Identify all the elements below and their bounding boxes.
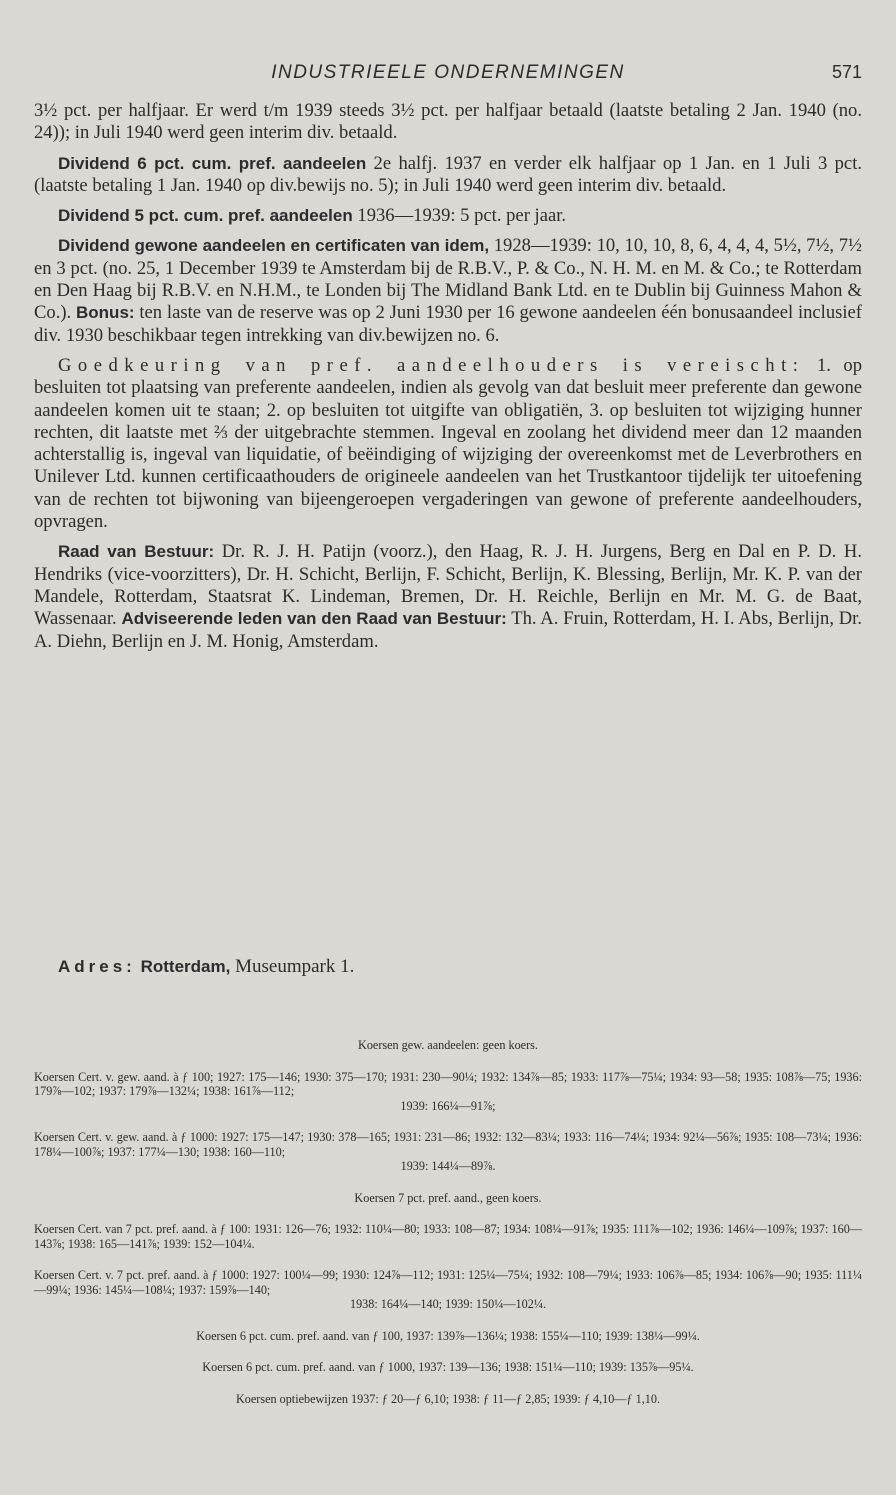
- quote-cert-common-100-last: 1939: 166¼—91⅞;: [400, 1098, 496, 1113]
- text-approval: 1. op besluiten tot plaatsing van preferente aandeelen, indien als gevolg van dat besluit meer preferente dan gewone aandeelen komen uit te staan; 2. op besluiten tot uitgifte van obligatiën, 3. op besluiten tot wijziging hunner rechten, dit laatste met ⅔ der uitgebrachte stemmen. Ingeval en zoolang het dividend meer dan 12 maanden achterstallig is, ingeval van liquidatie, of beëindiging of wijziging der overeenkomst met de Leverbrothers en Unilever Ltd. kunnen certificaathouders de origineele aandeelen van het Trustkantoor tijdelijk ter uitoefening van de rechten tot bijwoning van bijeengeroepen vergaderingen van gewone of preferente aandeelhouders, opvragen.: [34, 354, 862, 533]
- quote-6pct-1000: Koersen 6 pct. cum. pref. aand. van ƒ 1000, 1937: 139—136; 1938: 151¼—110; 1939: 135⅞—95¼.: [202, 1360, 694, 1374]
- label-dividend-5pct: Dividend 5 pct. cum. pref. aandeelen: [58, 206, 353, 226]
- label-dividend-common: Dividend gewone aandeelen en certificaten van idem,: [58, 236, 490, 256]
- quote-cert-common-1000-text: Koersen Cert. v. gew. aand. à ƒ 1000: 1927: 175—147; 1930: 378—165; 1931: 231—86; 1932: 132—83¼; 1933: 116—74¼; 1934: 92¼—56⅞; 1935: 108—73¼; 1936: 178¼—100⅞; 1937: 177¼—130; 1938: 160—110;: [34, 1130, 862, 1159]
- text-bonus: ten laste van de reserve was op 2 Juni 1930 per 16 gewone aandeelen één bonusaandeel inclusief div. 1930 beschikbaar tegen intrekking van div.bewijzen no. 6.: [34, 302, 862, 346]
- label-advisory-members: Adviseerende leden van den Raad van Bestuur:: [121, 609, 507, 629]
- quote-6pct-100: Koersen 6 pct. cum. pref. aand. van ƒ 100, 1937: 139⅞—136¼; 1938: 155¼—110; 1939: 138¼—99¼.: [196, 1328, 700, 1343]
- quote-option-warrants: Koersen optiebewijzen 1937: ƒ 20—ƒ 6,10; 1938: ƒ 11—ƒ 2,85; 1939: ƒ 4,10—ƒ 1,10.: [235, 1391, 661, 1406]
- text-board: Dr. R. J. H. Patijn (voorz.), den Haag, R. J. H. Jurgens, Berg en Dal en P. D. H. Hendriks (vice-voorzitters), Dr. H. Schicht, Berlijn, F. Schicht, Berlijn, K. Blessing, Berlijn, Mr. K. P. van der Mandele, Rotterdam, Staatsrat K. Lindeman, Bremen, Dr. H. Reichle, Berlijn en Mr. M. G. de Baat, Wassenaar.: [34, 541, 863, 630]
- quote-cert-common-1000: [34, 1130, 862, 1174]
- paragraph-dividend-5pct: [34, 205, 862, 227]
- address-line: [58, 956, 354, 978]
- quote-common-shares: Koersen gew. aandeelen: geen koers.: [358, 1038, 538, 1052]
- quote-cert-common-100-text: Koersen Cert. v. gew. aand. à ƒ 100; 1927: 175—146; 1930: 375—170; 1931: 230—90¼; 1932: 134⅞—85; 1933: 117⅞—75¼; 1934: 93—58; 1935: 108⅞—75; 1936: 179⅞—102; 1937: 179⅞—132¼; 1938: 161⅞—112;: [34, 1069, 862, 1098]
- address-city: Rotterdam,: [140, 957, 231, 976]
- text-advisory-members: Th. A. Fruin, Rotterdam, H. I. Abs, Berlijn, Dr. A. Diehn, Berlijn en J. M. Honig, Amsterdam.: [34, 608, 862, 652]
- quote-cert-common-100: [34, 1070, 862, 1114]
- paragraph-dividend-6pct: [34, 153, 862, 198]
- paragraph-approval: [34, 355, 862, 533]
- text-dividend-common: 1928—1939: 10, 10, 10, 8, 6, 4, 4, 4, 5½, 7½, 7½ en 3 pct. (no. 25, 1 December 1939 te Amsterdam bij de R.B.V., P. & Co., N. H. M. en M. & Co.; te Rotterdam en Den Haag bij R.B.V. en N.H.M., te Londen bij The Midland Bank Ltd. en te Dublin bij Guinness Mahon & Co.).: [34, 235, 862, 324]
- quote-cert-7pct-1000-text: Koersen Cert. v. 7 pct. pref. aand. à ƒ 1000: 1927: 100¼—99; 1930: 124⅞—112; 1931: 125¼—75¼; 1932: 108—79¼; 1933: 106⅞—85; 1934: 106⅞—90; 1935: 111¼—99¼; 1936: 145¼—108¼; 1937: 159⅞—140;: [34, 1268, 862, 1297]
- label-approval: Goedkeuring van pref. aandeelhouders is vereischt:: [58, 354, 805, 376]
- quote-cert-common-1000-last: 1939: 144¼—89⅞.: [400, 1159, 496, 1173]
- quotations-section: [34, 1038, 862, 1406]
- label-bonus: Bonus:: [76, 303, 135, 323]
- paragraph-board: [34, 541, 862, 652]
- quote-cert-7pct-1000: [34, 1268, 862, 1312]
- page-header: [34, 62, 862, 88]
- running-title: INDUSTRIEELE ONDERNEMINGEN: [271, 62, 625, 83]
- label-dividend-6pct: Dividend 6 pct. cum. pref. aandeelen: [58, 153, 367, 173]
- quote-cert-7pct-100: Koersen Cert. van 7 pct. pref. aand. à ƒ 100: 1931: 126—76; 1932: 110¼—80; 1933: 108—87; 1934: 108¼—91⅞; 1935: 111⅞—102; 1936: 146¼—109⅞; 1937: 160—143⅞; 1938: 165—141⅞; 1939: 152—104¼.: [34, 1222, 862, 1251]
- quote-cert-7pct-1000-last: 1938: 164¼—140; 1939: 150¼—102¼.: [349, 1297, 547, 1311]
- quote-7pct-pref: Koersen 7 pct. pref. aand., geen koers.: [354, 1190, 542, 1205]
- address-street: Museumpark 1.: [230, 956, 355, 977]
- address-label: Adres:: [58, 957, 136, 976]
- body-text: [34, 100, 862, 653]
- paragraph-interim-dividend: 3½ pct. per halfjaar. Er werd t/m 1939 steeds 3½ pct. per halfjaar betaald (laatste betaling 2 Jan. 1940 (no. 24)); in Juli 1940 werd geen interim div. betaald.: [34, 100, 862, 144]
- text-dividend-6pct: 2e halfj. 1937 en verder elk halfjaar op 1 Jan. en 1 Juli 3 pct. (laatste betaling 1 Jan. 1940 op div.bewijs no. 5); in Juli 1940 werd geen interim div. betaald.: [34, 152, 863, 196]
- paragraph-dividend-common: [34, 235, 862, 346]
- page-number: 571: [831, 62, 862, 82]
- text-dividend-5pct: 1936—1939: 5 pct. per jaar.: [352, 205, 567, 227]
- label-board: Raad van Bestuur:: [58, 542, 215, 562]
